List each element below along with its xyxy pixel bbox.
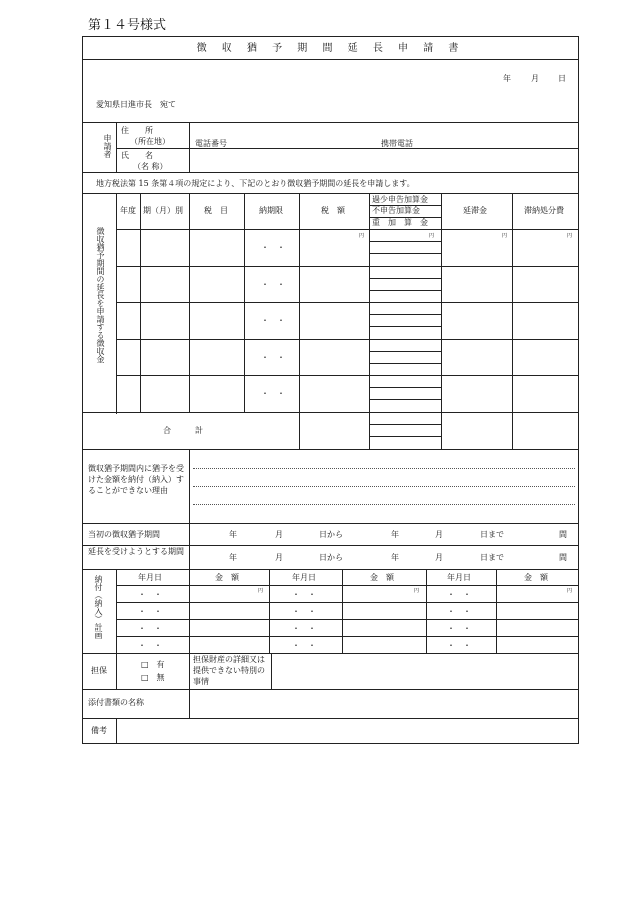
plan-dots-r4c1: ・ ・: [138, 641, 162, 650]
statement: 地方税法第 15 条第４項の規定により、下記のとおり徴収猶予期間の延長を申請します。: [96, 179, 415, 188]
initial-period-until: 日まで: [480, 530, 504, 539]
date-year-label: 年: [503, 74, 511, 83]
initial-period-days: 間: [559, 530, 567, 539]
date-month-label: 月: [531, 74, 539, 83]
plan-dots-r3c1: ・ ・: [138, 624, 162, 633]
plan-yen-1: 円: [258, 588, 264, 594]
yen-surcharge: 円: [429, 233, 435, 239]
plan-dots-r1c2: ・ ・: [292, 590, 316, 599]
plan-yen-2: 円: [414, 588, 420, 594]
collateral-yes[interactable]: □ 有: [141, 660, 165, 669]
header-surcharge-3: 重 加 算 金: [372, 218, 428, 227]
date-day-label: 日: [558, 74, 566, 83]
initial-period-year2: 年: [391, 530, 399, 539]
plan-col-amount-2: 金 額: [370, 573, 394, 582]
extension-period-year: 年: [229, 553, 237, 562]
plan-dots-r2c3: ・ ・: [447, 607, 471, 616]
extension-period-month: 月: [275, 553, 283, 562]
initial-period-from: 日から: [319, 530, 343, 539]
plan-dots-r4c3: ・ ・: [447, 641, 471, 650]
mobile-label: 携帯電話: [381, 139, 413, 148]
due-date-dots-3: ・ ・: [261, 316, 285, 325]
plan-dots-r4c2: ・ ・: [292, 641, 316, 650]
main-table-side-label: 徴収猶予期間の延長を申請する徴収金: [96, 227, 105, 363]
address-label: 住 所: [121, 126, 153, 135]
extension-period-year2: 年: [391, 553, 399, 562]
plan-col-date-1: 年月日: [138, 573, 162, 582]
application-form: [82, 36, 579, 744]
due-date-dots-1: ・ ・: [261, 243, 285, 252]
plan-col-date-2: 年月日: [292, 573, 316, 582]
collateral-no[interactable]: □ 無: [141, 673, 165, 682]
applicant-label: 申請者: [103, 134, 112, 158]
due-date-dots-5: ・ ・: [261, 389, 285, 398]
collateral-label: 担保: [91, 666, 107, 675]
addressee: 愛知県日進市長 宛て: [96, 100, 176, 109]
due-date-dots-2: ・ ・: [261, 280, 285, 289]
total-label: 合 計: [163, 426, 203, 435]
remarks-label: 備考: [91, 726, 107, 735]
header-due-date: 納期限: [259, 206, 283, 215]
header-delinquency: 延滞金: [463, 206, 487, 215]
plan-dots-r1c1: ・ ・: [138, 590, 162, 599]
plan-col-date-3: 年月日: [447, 573, 471, 582]
initial-period-year: 年: [229, 530, 237, 539]
header-tax-item: 税 目: [204, 206, 228, 215]
extension-period-from: 日から: [319, 553, 343, 562]
header-tax-amount: 税 額: [321, 206, 345, 215]
yen-disposal-fee: 円: [567, 233, 573, 239]
plan-col-amount-3: 金 額: [524, 573, 548, 582]
phone-label: 電話番号: [195, 139, 227, 148]
due-date-dots-4: ・ ・: [261, 353, 285, 362]
header-disposal-fee: 滞納処分費: [524, 206, 564, 215]
header-fiscal-year: 年度: [120, 206, 136, 215]
extension-period-until: 日まで: [480, 553, 504, 562]
plan-dots-r2c1: ・ ・: [138, 607, 162, 616]
address-sub-label: （所在地）: [130, 137, 170, 146]
plan-dots-r3c3: ・ ・: [447, 624, 471, 633]
extension-period-label: 延長を受けようとする期間: [88, 547, 184, 556]
attachments-label: 添付書類の名称: [88, 698, 144, 707]
payment-plan-side-label: 納付（納入）計画: [94, 575, 103, 639]
plan-dots-r1c3: ・ ・: [447, 590, 471, 599]
initial-period-month2: 月: [435, 530, 443, 539]
reason-label: 徴収猶予期間内に猶予を受けた金額を納付（納入）することができない理由: [88, 464, 184, 495]
plan-dots-r2c2: ・ ・: [292, 607, 316, 616]
extension-period-month2: 月: [435, 553, 443, 562]
header-period: 期（月）別: [143, 206, 183, 215]
initial-period-label: 当初の徴収猶予期間: [88, 530, 160, 539]
yen-delinquency: 円: [502, 233, 508, 239]
initial-period-month: 月: [275, 530, 283, 539]
yen-tax-amount: 円: [359, 233, 365, 239]
header-surcharge-2: 不申告加算金: [372, 206, 420, 215]
collateral-detail-label: 担保財産の詳細又は提供できない特別の事情: [193, 655, 265, 686]
form-title: 徴 収 猶 予 期 間 延 長 申 請 書: [196, 43, 465, 54]
plan-dots-r3c2: ・ ・: [292, 624, 316, 633]
name-sub-label: （名 称）: [133, 162, 168, 171]
form-number: 第１４号様式: [88, 18, 167, 33]
plan-col-amount-1: 金 額: [215, 573, 239, 582]
plan-yen-3: 円: [567, 588, 573, 594]
header-surcharge-1: 過少申告加算金: [372, 195, 428, 204]
extension-period-days: 間: [559, 553, 567, 562]
name-label: 氏 名: [121, 151, 153, 160]
